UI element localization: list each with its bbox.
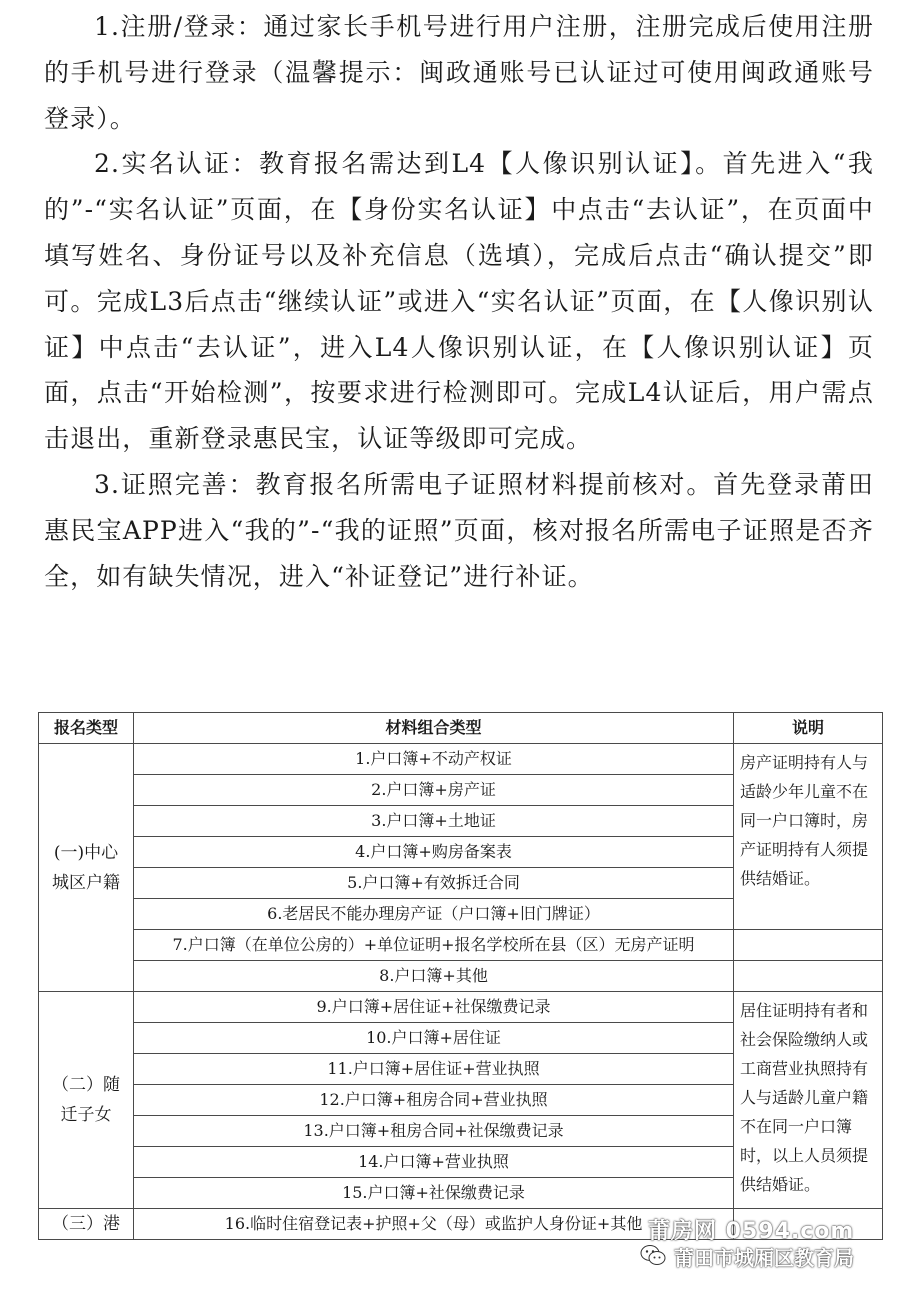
type-cell-migrant-children: （二）随迁子女: [39, 992, 134, 1209]
material-cell: 6.老居民不能办理房产证（户口簿+旧门牌证）: [134, 899, 734, 930]
materials-table: [38, 712, 883, 1240]
material-cell: 5.户口簿+有效拆迁合同: [134, 868, 734, 899]
material-cell: 3.户口簿+土地证: [134, 806, 734, 837]
header-notes: 说明: [734, 713, 883, 744]
note-cell-empty: [734, 961, 883, 992]
type-cell-urban-household: (一)中心城区户籍: [39, 744, 134, 992]
note-cell-empty: [734, 930, 883, 961]
material-cell: 1.户口簿+不动产权证: [134, 744, 734, 775]
material-cell: 12.户口簿+租房合同+营业执照: [134, 1085, 734, 1116]
material-cell: 8.户口簿+其他: [134, 961, 734, 992]
material-cell: 11.户口簿+居住证+营业执照: [134, 1054, 734, 1085]
table-row: [39, 961, 883, 992]
table-row: [39, 930, 883, 961]
material-cell: 14.户口簿+营业执照: [134, 1147, 734, 1178]
wechat-icon: [640, 1244, 666, 1266]
header-registration-type: 报名类型: [39, 713, 134, 744]
paragraph-register-login: 1.注册/登录：通过家长手机号进行用户注册，注册完成后使用注册的手机号进行登录（温馨提示：闽政通账号已认证过可使用闽政通账号登录）。: [44, 12, 874, 133]
header-material-combination: 材料组合类型: [134, 713, 734, 744]
note-cell-migrant-children: 居住证明持有者和社会保险缴纳人或工商营业执照持有人与适龄儿童户籍不在同一户口簿时，以上人员须提供结婚证。: [734, 992, 883, 1209]
watermark: [628, 1219, 888, 1274]
material-cell: 9.户口簿+居住证+社保缴费记录: [134, 992, 734, 1023]
table-row: [39, 992, 883, 1023]
material-cell: 7.户口簿（在单位公房的）+单位证明+报名学校所在县（区）无房产证明: [134, 930, 734, 961]
paragraph-certificate-check: 3.证照完善：教育报名所需电子证照材料提前核对。首先登录莆田惠民宝APP进入“我的”-“我的证照”页面，核对报名所需电子证照是否齐全，如有缺失情况，进入“补证登记”进行补证。: [44, 469, 874, 591]
table-header-row: [39, 713, 883, 744]
table-row: [39, 744, 883, 775]
document-body: [44, 4, 874, 599]
watermark-account: 莆田市城厢区教育局: [674, 1246, 854, 1270]
material-cell: 15.户口簿+社保缴费记录: [134, 1178, 734, 1209]
note-cell-urban-household: 房产证明持有人与适龄少年儿童不在同一户口簿时，房产证明持有人须提供结婚证。: [734, 744, 883, 930]
material-cell: 10.户口簿+居住证: [134, 1023, 734, 1054]
material-cell: 2.户口簿+房产证: [134, 775, 734, 806]
paragraph-real-name-auth: 2.实名认证：教育报名需达到L4【人像识别认证】。首先进入“我的”-“实名认证”页面，在【身份实名认证】中点击“去认证”，在页面中填写姓名、身份证号以及补充信息（选填），完成后点击“确认提交”即可。完成L3后点击“继续认证”或进入“实名认证”页面，在【人像识别认证】中点击“去认证”，进入L4人像识别认证，在【人像识别认证】页面，点击“开始检测”，按要求进行检测即可。完成L4认证后，用户需点击退出，重新登录惠民宝，认证等级即可完成。: [44, 149, 874, 454]
type-cell-hk-macao: （三）港: [39, 1209, 134, 1240]
watermark-site: 莆房网 0594.com: [648, 1219, 855, 1244]
material-cell: 13.户口簿+租房合同+社保缴费记录: [134, 1116, 734, 1147]
material-cell: 16.临时住宿登记表+护照+父（母）或监护人身份证+其他: [134, 1209, 734, 1240]
material-cell: 4.户口簿+购房备案表: [134, 837, 734, 868]
